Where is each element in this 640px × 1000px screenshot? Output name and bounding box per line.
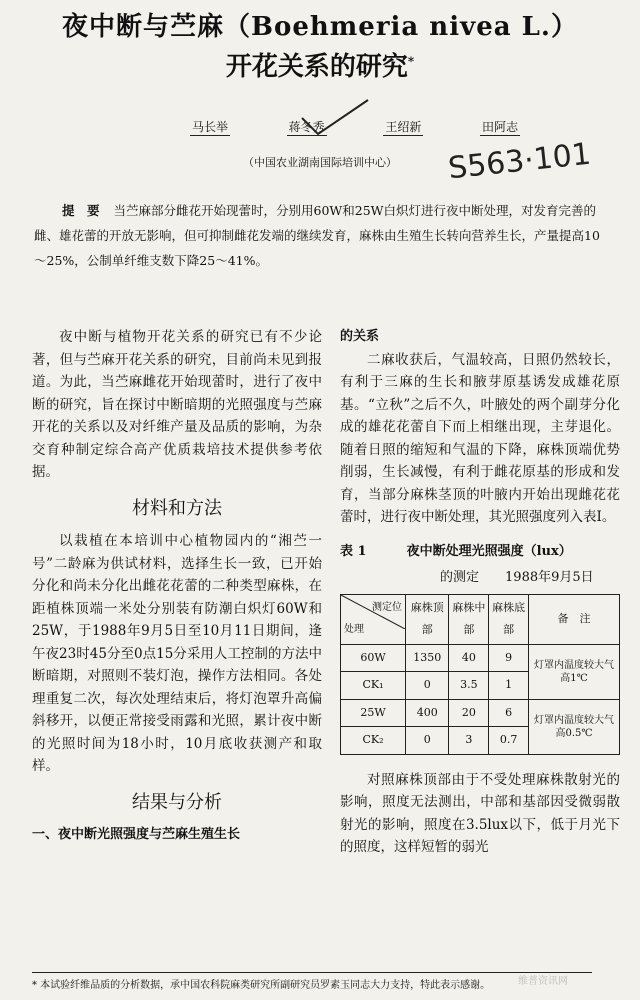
results-paragraph-2: 对照麻株顶部由于不受处理麻株散射光的影响，照度无法测出，中部和基部因受微弱散射光的影响，照度在3.5lux以下，低于月光下的照度，这样短暂的弱光 bbox=[340, 771, 620, 855]
cell-mid: 3 bbox=[449, 727, 489, 755]
table-corner-cell bbox=[341, 594, 406, 644]
right-column bbox=[340, 326, 620, 859]
affiliation: （中国农业湖南国际培训中心） bbox=[243, 156, 397, 169]
abstract-label: 提 要 bbox=[62, 203, 100, 218]
handwritten-check-mark bbox=[300, 98, 370, 138]
cell-mid: 40 bbox=[449, 644, 489, 672]
cell-treatment: 25W bbox=[341, 699, 406, 727]
table-row bbox=[341, 644, 620, 672]
cell-bottom: 9 bbox=[489, 644, 529, 672]
section-heading-results: 结果与分析 bbox=[132, 791, 222, 813]
col-header-mid: 麻株中部 bbox=[449, 594, 489, 644]
cell-mid: 3.5 bbox=[449, 672, 489, 700]
cell-top: 1350 bbox=[406, 644, 449, 672]
cell-bottom: 1 bbox=[489, 672, 529, 700]
table-caption bbox=[340, 541, 620, 564]
cell-bottom: 6 bbox=[489, 699, 529, 727]
table-header-row bbox=[341, 594, 620, 644]
handwritten-classification: S563·101 bbox=[446, 136, 593, 187]
cell-treatment: CK₂ bbox=[341, 727, 406, 755]
left-column bbox=[32, 326, 322, 847]
author-4: 田阿志 bbox=[481, 120, 518, 134]
light-intensity-table bbox=[340, 594, 620, 755]
cell-mid: 20 bbox=[449, 699, 489, 727]
col-header-note: 备 注 bbox=[529, 594, 620, 644]
table-title-2: 的测定 bbox=[440, 570, 480, 585]
cell-top: 0 bbox=[406, 727, 449, 755]
table-caption-line-2 bbox=[440, 567, 620, 590]
intro-paragraph: 夜中断与植物开花关系的研究已有不少论著，但与苎麻开花关系的研究，目前尚未见到报道。为此，当苎麻雌花开始现蕾时，进行了夜中断的研究，旨在探讨中断暗期的光照强度与苎麻开花的关系以及对纤维产量及品质的影响，为杂交育种制定综合高产优质栽培技术提供参考依据。 bbox=[32, 329, 322, 480]
author-1: 马长举 bbox=[192, 120, 229, 134]
header-treatment: 处理 bbox=[344, 624, 364, 635]
table-number: 表 1 bbox=[340, 543, 367, 559]
cell-note-1: 灯罩内温度较大气高1℃ bbox=[529, 644, 620, 699]
subsection-continuation: 的关系 bbox=[340, 329, 380, 344]
abstract-text: 当苎麻部分雌花开始现蕾时，分别用60W和25W白炽灯进行夜中断处理，对发育完善的雌、雄花蕾的开放无影响，但可抑制雌花发端的继续发育，麻株由生殖生长转向营养生长，产量提高10～25%，公制单纤维支数下降25～41%。 bbox=[34, 203, 600, 268]
col-header-bottom: 麻株底部 bbox=[489, 594, 529, 644]
header-position: 测定位 bbox=[372, 601, 402, 613]
cell-top: 0 bbox=[406, 672, 449, 700]
methods-paragraph: 以栽植在本培训中心植物园内的“湘苎一号”二龄麻为供试材料，选择生长一致，已开始分化和尚未分化出雌花花蕾的二种类型麻株，在距植株顶端一米处分别装有防潮白炽灯60W和25W，于1988年9月5日至10月11日期间，逢午夜23时45分至0点15分采用人工控制的方法中断暗期，对照则不装灯泡，操作方法相同。各处理重复二次，每次处理结束后，将灯泡罩升高偏斜移开，以便正常接受雨露和光照，累计夜中断的光照时间为18小时，10月底收获测产和取样。 bbox=[32, 533, 322, 774]
author-2: 蒋冬秀 bbox=[288, 120, 325, 134]
section-heading-methods: 材料和方法 bbox=[132, 497, 222, 519]
author-3: 王绍新 bbox=[385, 120, 422, 134]
cell-top: 400 bbox=[406, 699, 449, 727]
abstract bbox=[34, 198, 610, 273]
cell-bottom: 0.7 bbox=[489, 727, 529, 755]
table-title: 夜中断处理光照强度（lux） bbox=[406, 543, 572, 559]
subsection-heading: 一、夜中断光照强度与苎麻生殖生长 bbox=[32, 827, 241, 842]
table-row bbox=[341, 699, 620, 727]
title-line-2-text: 开花关系的研究 bbox=[225, 52, 408, 82]
cell-treatment: 60W bbox=[341, 644, 406, 672]
watermark: 维普资讯网 bbox=[518, 976, 568, 987]
title-line-2 bbox=[0, 46, 640, 83]
table-date: 1988年9月5日 bbox=[505, 570, 594, 585]
cell-note-2: 灯罩内温度较大气高0.5℃ bbox=[529, 699, 620, 754]
cell-treatment: CK₁ bbox=[341, 672, 406, 700]
title-line-1: 夜中断与苎麻（Boehmeria nivea L.） bbox=[62, 12, 578, 42]
col-header-top: 麻株顶部 bbox=[406, 594, 449, 644]
results-paragraph-1: 二麻收获后，气温较高，日照仍然较长，有利于三麻的生长和腋芽原基诱发成雄花原基。“立秋”之后不久，叶腋处的两个副芽分化成的雄花花蕾自下而上相继出现，主芽退化。随着日照的缩短和气温的下降，麻株顶端优势削弱，生长减慢，有利于雌花原基的形成和发育，当部分麻株茎顶的叶腋内开始出现雌花花蕾时，进行夜中断处理，其光照强度列入表Ⅰ。 bbox=[340, 351, 620, 525]
footnote: * 本试验纤维品质的分析数据，承中国农科院麻类研究所副研究员罗素玉同志大力支持，特此表示感谢。 bbox=[32, 972, 592, 991]
title-footnote-mark: * bbox=[407, 54, 415, 69]
